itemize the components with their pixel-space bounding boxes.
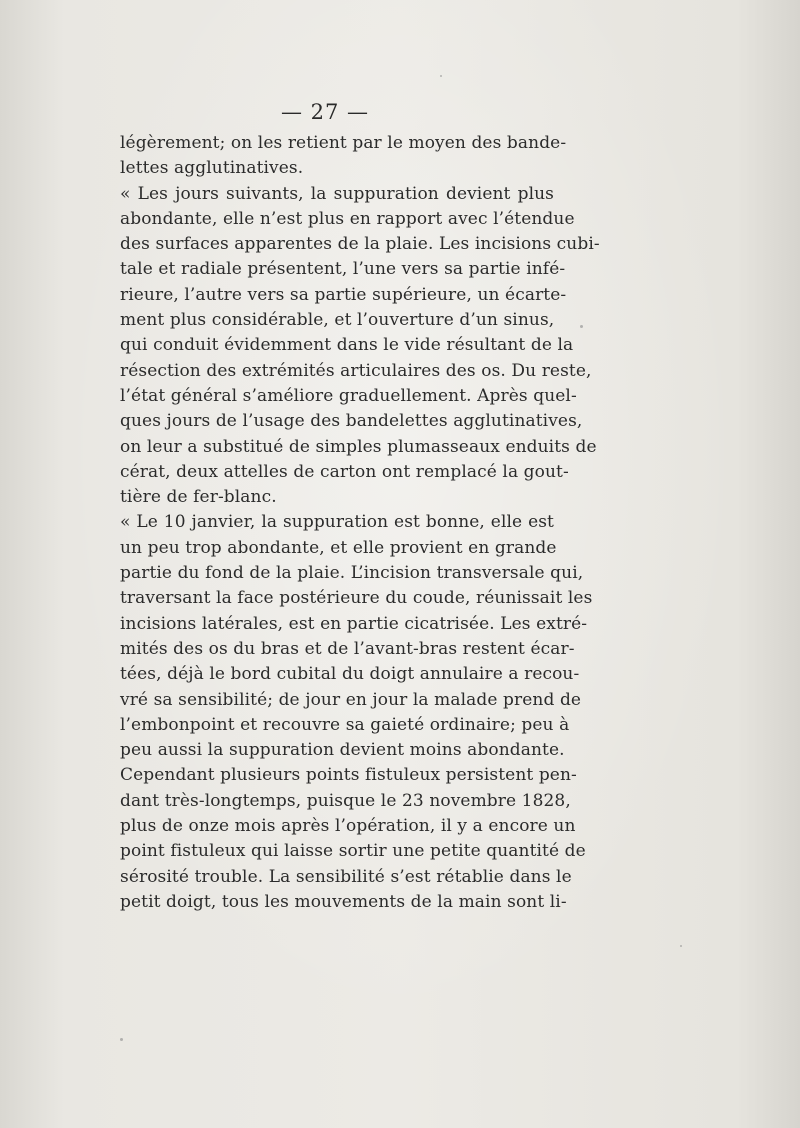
text-line: des surfaces apparentes de la plaie. Les incisions cubi- [120, 234, 600, 255]
text-line: vré sa sensibilité; de jour en jour la malade prend de [120, 689, 582, 710]
text-line: dant très-longtemps, puisque le 23 novembre 1828, [120, 790, 571, 811]
text-line: rieure, l’autre vers sa partie supérieure, un écarte- [120, 284, 567, 305]
text-line: qui conduit évidemment dans le vide résultant de la [120, 335, 574, 356]
paper-speck [440, 75, 442, 77]
text-line: « Le 10 janvier, la suppuration est bonne, elle est [120, 512, 554, 533]
text-line: petit doigt, tous les mouvements de la main sont li- [120, 891, 567, 912]
text-line: un peu trop abondante, et elle provient en grande [120, 537, 557, 558]
text-line: mités des os du bras et de l’avant-bras restent écar- [120, 638, 575, 659]
paper-speck [120, 1038, 123, 1041]
text-line: incisions latérales, est en partie cicatrisée. Les extré- [120, 613, 588, 634]
text-line: abondante, elle n’est plus en rapport avec l’étendue [120, 208, 575, 229]
text-line: lettes agglutinatives. [120, 158, 304, 179]
text-line: tale et radiale présentent, l’une vers sa partie infé- [120, 259, 566, 280]
text-line: l’embonpoint et recouvre sa gaieté ordinaire; peu à [120, 714, 570, 735]
text-line: partie du fond de la plaie. L’incision transversale qui, [120, 563, 584, 584]
text-line: peu aussi la suppuration devient moins abondante. [120, 740, 565, 761]
text-line: ment plus considérable, et l’ouverture d’un sinus, [120, 310, 555, 331]
body-text [120, 131, 600, 915]
text-line: tées, déjà le bord cubital du doigt annulaire a recou- [120, 664, 580, 685]
text-line: légèrement; on les retient par le moyen des bande- [120, 133, 567, 153]
paper-speck [680, 945, 682, 947]
text-line: sérosité trouble. La sensibilité s’est rétablie dans le [120, 866, 572, 887]
text-line: tière de fer-blanc. [120, 487, 277, 508]
text-line: ques jours de l’usage des bandelettes agglutinatives, [120, 411, 583, 432]
text-line: résection des extrémités articulaires des os. Du reste, [120, 360, 592, 381]
paper-speck [580, 325, 583, 328]
text-line: on leur a substitué de simples plumasseaux enduits de [120, 436, 597, 457]
text-line: plus de onze mois après l’opération, il y a encore un [120, 816, 576, 837]
text-line: traversant la face postérieure du coude, réunissait les [120, 588, 593, 609]
text-line: cérat, deux attelles de carton ont remplacé la gout- [120, 461, 569, 482]
page-number: — 27 — [280, 100, 370, 124]
text-line: Cependant plusieurs points fistuleux persistent pen- [120, 765, 577, 786]
text-line: l’état général s’améliore graduellement. Après quel- [120, 385, 577, 406]
text-line: point fistuleux qui laisse sortir une petite quantité de [120, 841, 586, 862]
text-line: « Les jours suivants, la suppuration devient plus [120, 183, 554, 204]
